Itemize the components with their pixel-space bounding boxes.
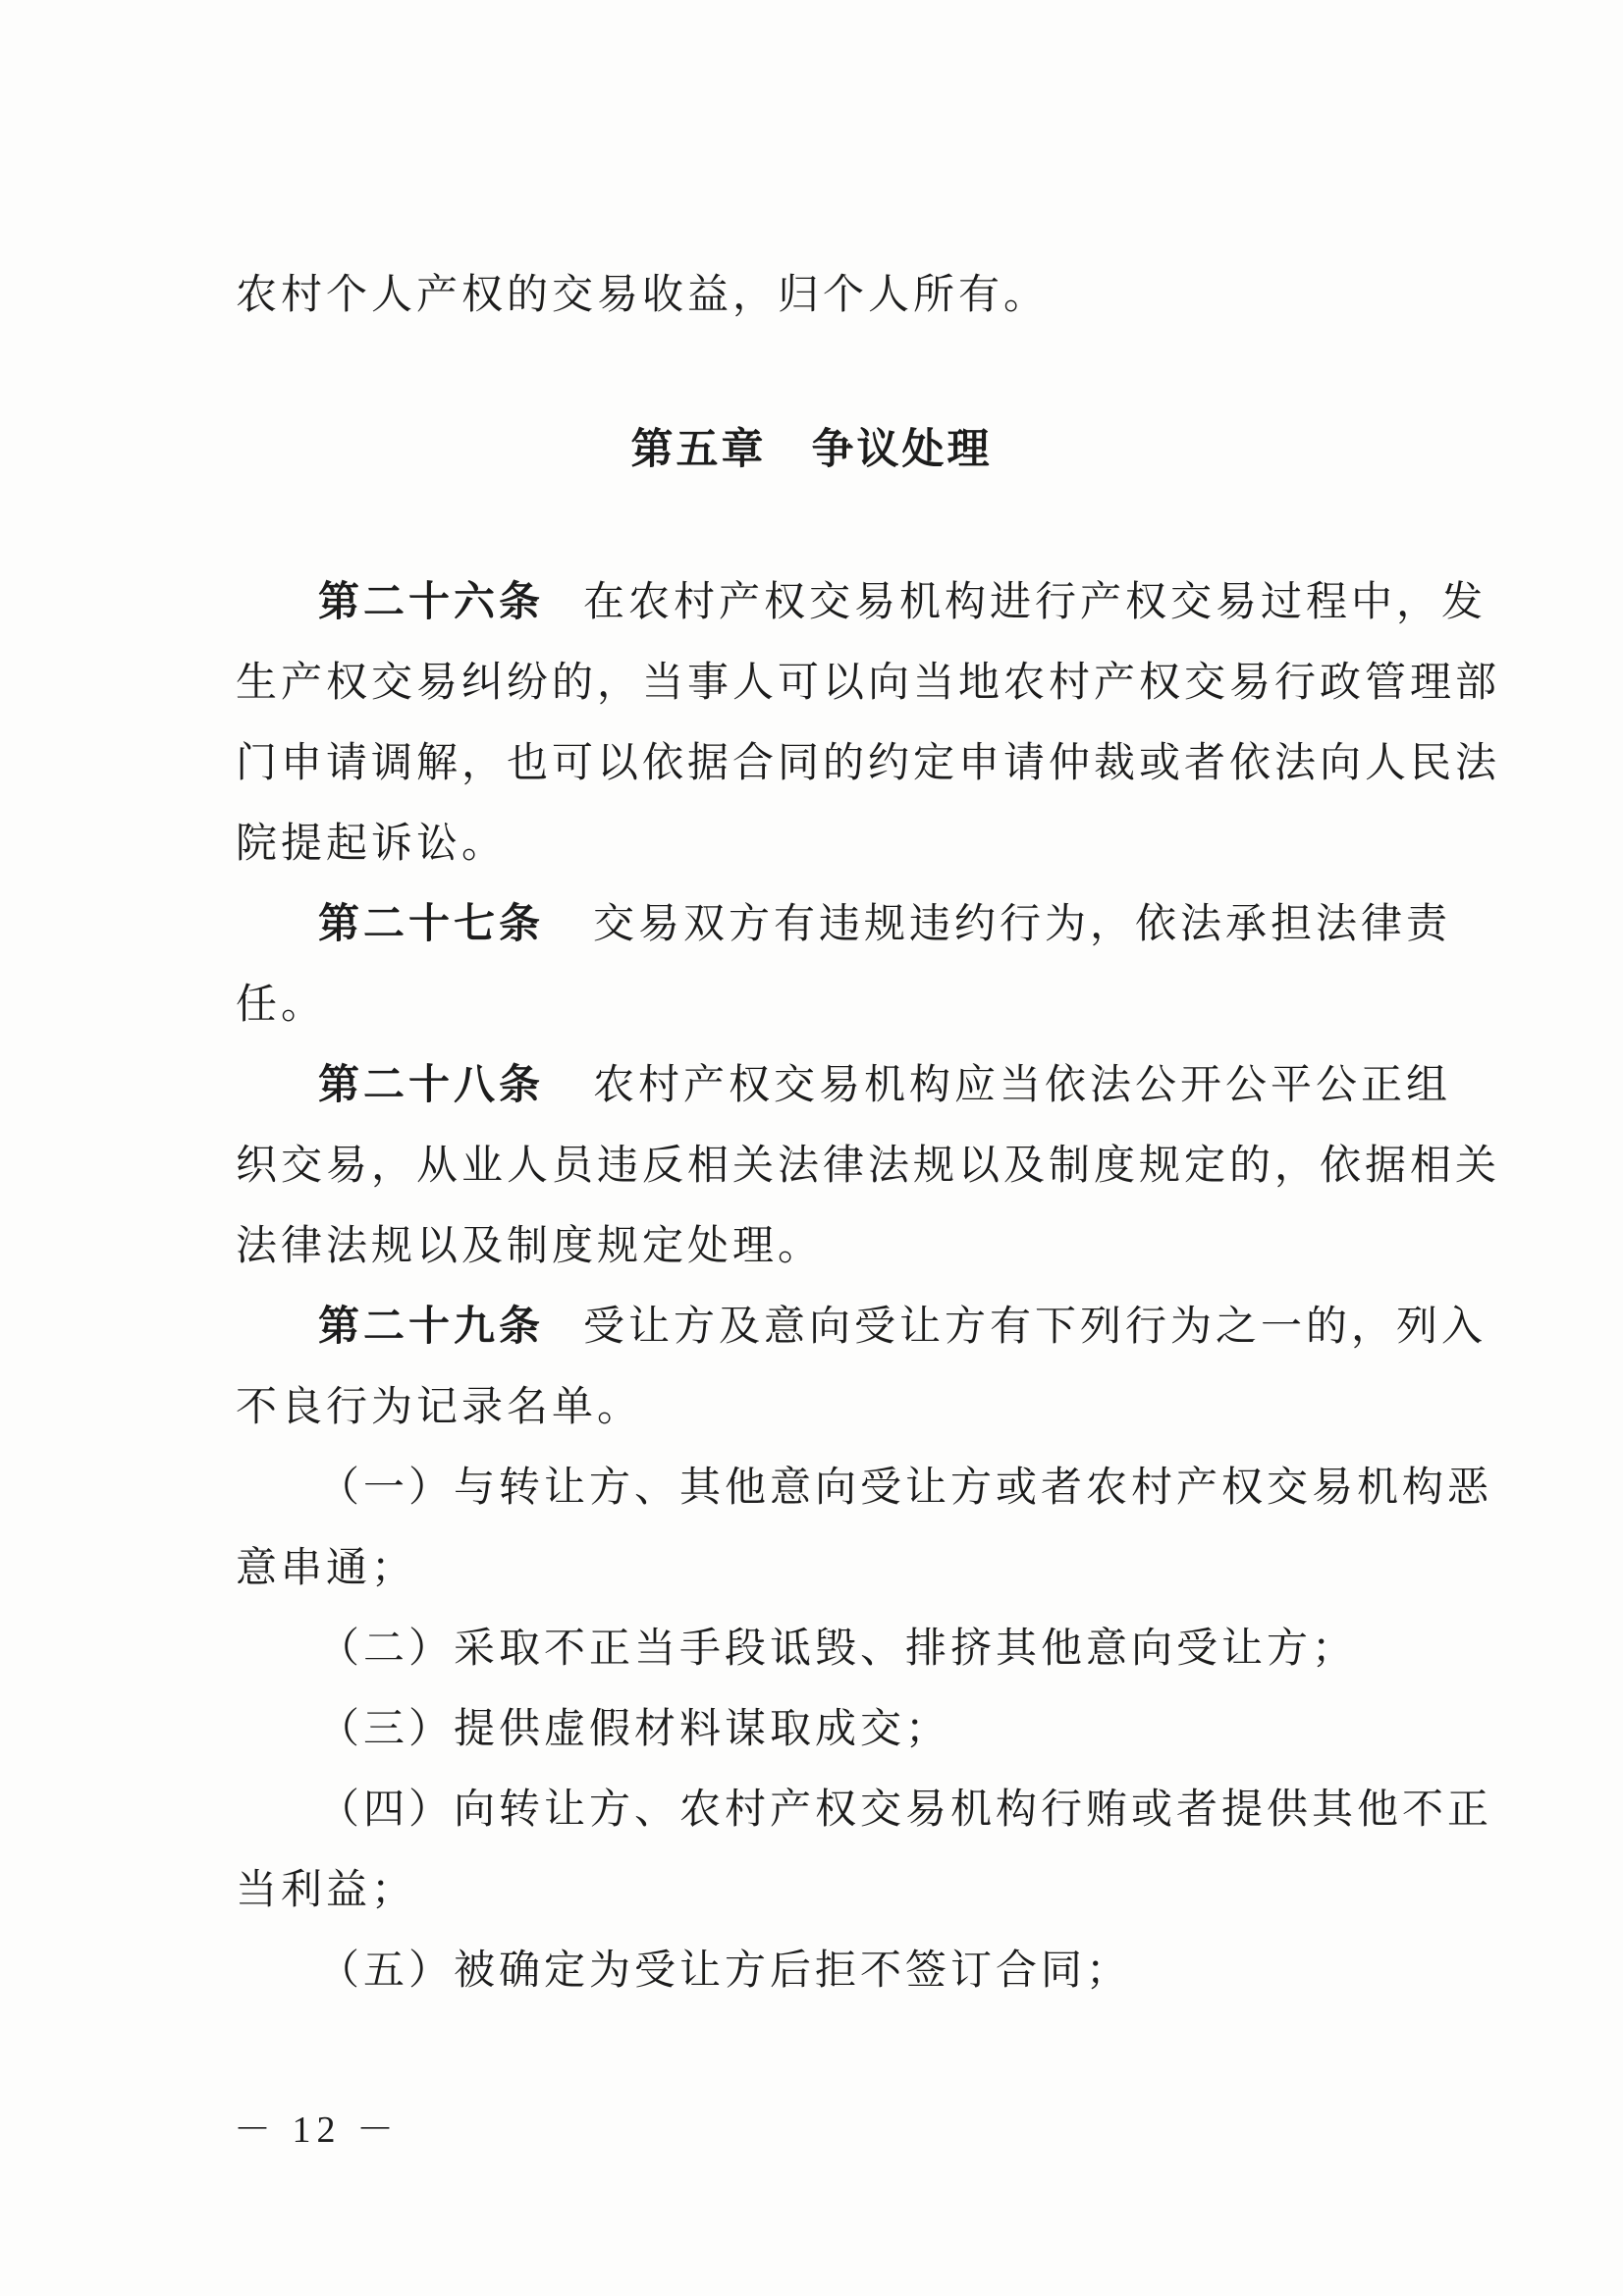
article-26-line-1 (236, 574, 1488, 629)
article-29-item-3: （三）提供虚假材料谋取成交； (318, 1704, 951, 1752)
article-28-number: 第二十八条 (318, 1060, 545, 1108)
article-26-text-1: 在农村产权交易机构进行产权交易过程中，发 (583, 577, 1488, 625)
chapter-title: 第五章 争议处理 (630, 425, 993, 474)
article-27-line-2: 任。 (236, 980, 327, 1028)
intro-text: 农村个人产权的交易收益，归个人所有。 (236, 270, 1050, 318)
article-29-item-4-line-1: （四）向转让方、农村产权交易机构行贿或者提供其他不正 (318, 1785, 1493, 1833)
article-28-line-2: 织交易，从业人员违反相关法律法规以及制度规定的，依据相关 (236, 1141, 1501, 1189)
article-29-item-1-line-1: （一）与转让方、其他意向受让方或者农村产权交易机构恶 (318, 1463, 1493, 1511)
intro-paragraph (236, 267, 1434, 322)
page-number: － 12 － (234, 2109, 401, 2151)
article-29-number: 第二十九条 (318, 1302, 545, 1350)
article-29-line-1 (236, 1299, 1488, 1354)
article-29-item-5: （五）被确定为受让方后拒不签订合同； (318, 1946, 1132, 1994)
article-28-line-1 (236, 1057, 1452, 1112)
article-29-item-1-line-2: 意串通； (236, 1543, 417, 1591)
article-27-number: 第二十七条 (318, 899, 545, 947)
article-27-text-1: 交易双方有违规违约行为，依法承担法律责 (593, 899, 1452, 947)
article-29-item-4-line-2: 当利益； (236, 1865, 417, 1913)
article-26-number: 第二十六条 (318, 577, 545, 625)
article-29-line-2: 不良行为记录名单。 (236, 1382, 643, 1430)
article-27-line-1 (236, 896, 1452, 951)
article-28-line-3: 法律法规以及制度规定处理。 (236, 1221, 824, 1269)
article-26-line-2: 生产权交易纠纷的，当事人可以向当地农村产权交易行政管理部 (236, 658, 1501, 706)
article-26-line-4: 院提起诉讼。 (236, 819, 508, 867)
article-29-text-1: 受让方及意向受让方有下列行为之一的，列入 (583, 1302, 1488, 1350)
article-29-item-2: （二）采取不正当手段诋毁、排挤其他意向受让方； (318, 1624, 1358, 1672)
article-26-line-3: 门申请调解，也可以依据合同的约定申请仲裁或者依法向人民法 (236, 738, 1501, 786)
article-28-text-1: 农村产权交易机构应当依法公开公平公正组 (593, 1060, 1452, 1108)
